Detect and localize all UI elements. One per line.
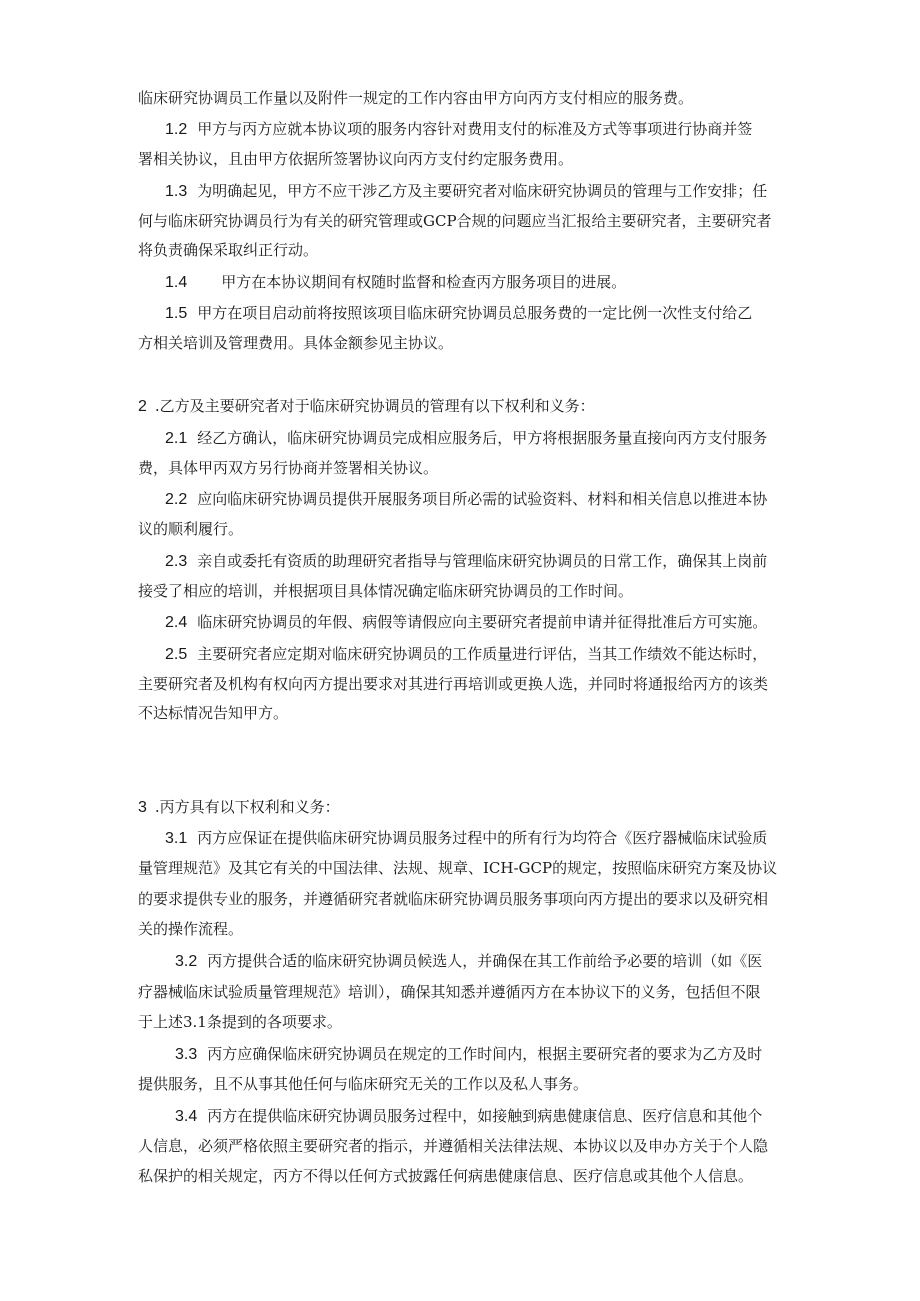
section-3-heading: 3 .丙方具有以下权利和义务： [138,798,340,816]
clause-2-4: 2.4 临床研究协调员的年假、病假等请假应向主要研究者提前申请并征得批准后方可实施。 [165,613,768,631]
clause-3-3: 3.3 丙方应确保临床研究协调员在规定的工作时间内，根据主要研究者的要求为乙方及时 [175,1045,763,1063]
clause-number: 2.1 [165,430,188,447]
paragraph-line: 疗器械临床试验质量管理规范》培训），确保其知悉并遵循丙方在本协议下的义务，包括但不限 [138,983,761,1001]
clause-number: 3.3 [175,1046,198,1063]
paragraph-line: 议的顺利履行。 [138,520,244,538]
paragraph-line: 署相关协议，且由甲方依据所签署协议向丙方支付约定服务费用。 [138,150,574,168]
paragraph-line: 量管理规范》及其它有关的中国法律、法规、规章、ICH-GCP的规定，按照临床研究方案及协议 [138,859,778,877]
clause-2-5: 2.5 主要研究者应定期对临床研究协调员的工作质量进行评估，当其工作绩效不能达标时， [165,645,768,663]
clause-number: 1.3 [165,183,188,200]
paragraph-line: 提供服务，且不从事其他任何与临床研究无关的工作以及私人事务。 [138,1075,589,1093]
clause-number: 3.4 [175,1108,198,1125]
clause-1-3: 1.3 为明确起见，甲方不应干涉乙方及主要研究者对临床研究协调员的管理与工作安排；任 [165,182,768,200]
clause-number: 2.4 [165,614,188,631]
paragraph-line: 主要研究者及机构有权向丙方提出要求对其进行再培训或更换人选，并同时将通报给丙方的该类 [138,675,769,693]
paragraph-line: 临床研究协调员工作量以及附件一规定的工作内容由甲方向丙方支付相应的服务费。 [138,89,694,107]
clause-number: 1.4 [165,274,188,291]
paragraph-line: 关的操作流程。 [138,920,244,938]
clause-number: 3.2 [175,953,198,970]
paragraph-line: 的要求提供专业的服务，并遵循研究者就临床研究协调员服务事项向丙方提出的要求以及研究相 [138,890,769,908]
paragraph-line: 费，具体甲丙双方另行协商并签署相关协议。 [138,459,439,477]
clause-number: 2.2 [165,491,188,508]
clause-number: 2.5 [165,646,188,663]
paragraph-line: 不达标情况告知甲方。 [138,704,289,722]
clause-2-2: 2.2 应向临床研究协调员提供开展服务项目所必需的试验资料、材料和相关信息以推进本协 [165,490,768,508]
clause-number: 2.3 [165,553,188,570]
clause-1-2: 1.2 甲方与丙方应就本协议项的服务内容针对费用支付的标准及方式等事项进行协商并签 [165,120,753,138]
paragraph-line: 于上述3.1条提到的各项要求。 [138,1013,342,1031]
clause-3-4: 3.4 丙方在提供临床研究协调员服务过程中，如接触到病患健康信息、医疗信息和其他个 [175,1107,763,1125]
clause-2-1: 2.1 经乙方确认，临床研究协调员完成相应服务后，甲方将根据服务量直接向丙方支付服务 [165,429,768,447]
clause-3-1: 3.1 丙方应保证在提供临床研究协调员服务过程中的所有行为均符合《医疗器械临床试验质 [165,829,768,847]
paragraph-line: 何与临床研究协调员行为有关的研究管理或GCP合规的问题应当汇报给主要研究者，主要研究者 [138,212,772,230]
clause-3-2: 3.2 丙方提供合适的临床研究协调员候选人，并确保在其工作前给予必要的培训（如《医 [175,952,763,970]
section-2-heading: 2 .乙方及主要研究者对于临床研究协调员的管理有以下权利和义务： [138,397,595,415]
paragraph-line: 接受了相应的培训，并根据项目具体情况确定临床研究协调员的工作时间。 [138,582,634,600]
paragraph-line: 人信息，必须严格依照主要研究者的指示，并遵循相关法律法规、本协议以及申办方关于个人隐 [138,1137,769,1155]
section-number: 3 [138,799,147,816]
clause-2-3: 2.3 亲自或委托有资质的助理研究者指导与管理临床研究协调员的日常工作，确保其上岗前 [165,552,768,570]
paragraph-line: 私保护的相关规定，丙方不得以任何方式披露任何病患健康信息、医疗信息或其他个人信息。 [138,1167,754,1185]
section-number: 2 [138,398,147,415]
paragraph-line: 方相关培训及管理费用。具体金额参见主协议。 [138,334,454,352]
paragraph-line: 将负责确保采取纠正行动。 [138,241,319,259]
clause-number: 1.5 [165,305,188,322]
clause-number: 3.1 [165,830,188,847]
clause-1-5: 1.5 甲方在项目启动前将按照该项目临床研究协调员总服务费的一定比例一次性支付给乙 [165,304,753,322]
clause-1-4: 1.4 甲方在本协议期间有权随时监督和检查丙方服务项目的进展。 [165,273,627,291]
clause-number: 1.2 [165,121,188,138]
